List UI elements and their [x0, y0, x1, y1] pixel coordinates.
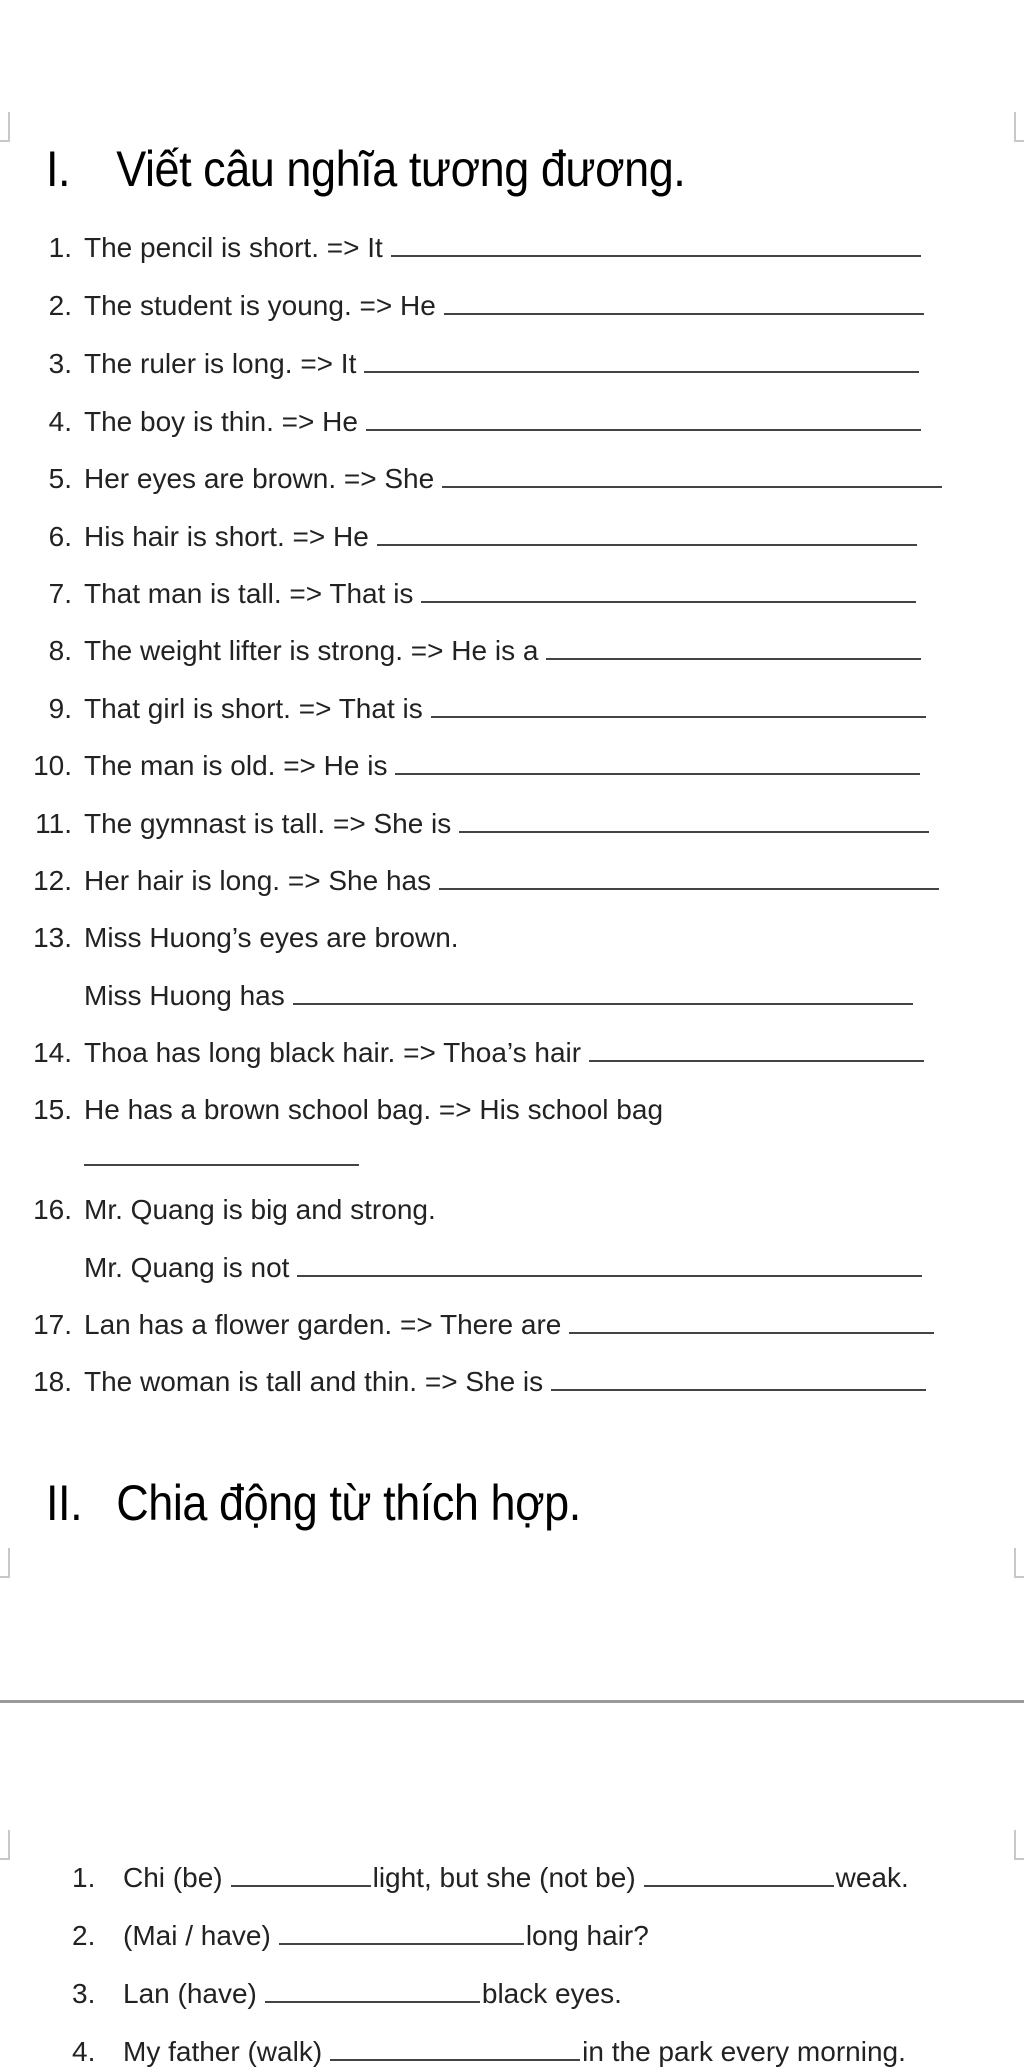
section-title: Chia động từ thích hợp.: [116, 1475, 581, 1531]
item-prompt: (Mai / have): [123, 1920, 271, 1951]
item-prompt: The ruler is long. => It: [84, 348, 357, 379]
answer-blank[interactable]: [377, 518, 917, 546]
item-text: [84, 574, 916, 614]
item-number: 17.: [33, 1309, 72, 1340]
item-text: [123, 2032, 906, 2072]
item-number: 1.: [72, 1862, 96, 1893]
answer-blank[interactable]: [84, 1138, 359, 1166]
item-prompt: The man is old. => He is: [84, 750, 388, 781]
item-text: [84, 918, 459, 958]
list-item: [0, 631, 1024, 671]
item-prompt: The weight lifter is strong. => He is a: [84, 635, 539, 666]
item-number: 1.: [48, 232, 72, 263]
list-item: [0, 1305, 1024, 1345]
item-text: [84, 861, 939, 901]
item-prompt: The boy is thin. => He: [84, 406, 358, 437]
answer-blank[interactable]: [589, 1034, 924, 1062]
item-text: [84, 1305, 934, 1345]
answer-blank[interactable]: [439, 862, 939, 890]
item-prompt: The pencil is short. => It: [84, 232, 383, 263]
item-text: [84, 517, 917, 557]
item-prompt: Mr. Quang is not: [84, 1252, 290, 1283]
item-prompt: long hair?: [525, 1920, 649, 1951]
item-prompt: light, but she (not be): [372, 1862, 636, 1893]
list-item: [0, 402, 1024, 442]
page-corner-mark: [1014, 112, 1024, 142]
item-text: [84, 804, 929, 844]
item-text: [84, 402, 921, 442]
answer-blank[interactable]: [395, 747, 920, 775]
section-numeral: II.: [46, 1475, 83, 1531]
list-item: [0, 1033, 1024, 1073]
item-text: [84, 1090, 663, 1130]
item-prompt: Lan (have): [123, 1978, 257, 2009]
item-prompt: Lan has a flower garden. => There are: [84, 1309, 562, 1340]
answer-blank[interactable]: [297, 1249, 922, 1277]
item-number: 2.: [48, 290, 72, 321]
list-item: [0, 689, 1024, 729]
list-item: [0, 1090, 1024, 1130]
answer-blank[interactable]: [279, 1917, 524, 1945]
section-heading: [46, 1474, 581, 1532]
item-prompt: Her eyes are brown. => She: [84, 463, 435, 494]
item-text: [84, 228, 921, 268]
item-number: 4.: [72, 2036, 96, 2067]
item-text: [84, 1362, 926, 1402]
list-item: [0, 804, 1024, 844]
item-number: 3.: [72, 1978, 96, 2009]
item-prompt: Thoa has long black hair. => Thoa’s hair: [84, 1037, 582, 1068]
answer-blank[interactable]: [459, 805, 929, 833]
item-text: [84, 286, 924, 326]
item-text: [84, 631, 921, 671]
answer-blank[interactable]: [431, 690, 926, 718]
list-item: [0, 459, 1024, 499]
item-number: 5.: [48, 463, 72, 494]
answer-blank[interactable]: [644, 1859, 834, 1887]
page-corner-mark: [0, 1830, 10, 1860]
item-text: [84, 689, 926, 729]
list-item: [0, 861, 1024, 901]
item-text: [123, 1916, 649, 1956]
item-prompt: Mr. Quang is big and strong.: [84, 1194, 436, 1225]
item-text: [123, 1974, 622, 2014]
answer-blank[interactable]: [366, 403, 921, 431]
page-corner-mark: [0, 1548, 10, 1578]
item-text: [84, 746, 920, 786]
item-number: 15.: [33, 1094, 72, 1125]
item-number: 3.: [48, 348, 72, 379]
item-number: 2.: [72, 1920, 96, 1951]
item-continuation: [84, 976, 913, 1016]
item-number: 12.: [33, 865, 72, 896]
section-title: Viết câu nghĩa tương đương.: [116, 141, 686, 197]
item-prompt: The gymnast is tall. => She is: [84, 808, 452, 839]
list-item: [0, 286, 1024, 326]
item-continuation: [84, 1138, 359, 1166]
answer-blank[interactable]: [444, 287, 924, 315]
list-item: [0, 344, 1024, 384]
item-prompt: That man is tall. => That is: [84, 578, 414, 609]
page-corner-mark: [1014, 1548, 1024, 1578]
page-corner-mark: [1014, 1830, 1024, 1860]
item-text: [84, 1190, 436, 1230]
list-item: [0, 918, 1024, 958]
item-number: 9.: [48, 693, 72, 724]
page-break-divider: [0, 1700, 1024, 1703]
item-number: 10.: [33, 750, 72, 781]
list-item: [0, 1858, 1024, 1898]
answer-blank[interactable]: [293, 977, 913, 1005]
item-prompt: Miss Huong has: [84, 980, 285, 1011]
section-heading: [46, 140, 685, 198]
answer-blank[interactable]: [391, 229, 921, 257]
list-item: [0, 2032, 1024, 2072]
answer-blank[interactable]: [364, 345, 919, 373]
item-number: 6.: [48, 521, 72, 552]
item-prompt: Miss Huong’s eyes are brown.: [84, 922, 459, 953]
answer-blank[interactable]: [330, 2033, 580, 2061]
page-corner-mark: [0, 112, 10, 142]
item-number: 7.: [48, 578, 72, 609]
section-numeral: I.: [46, 141, 71, 197]
list-item: [0, 228, 1024, 268]
list-item: [0, 746, 1024, 786]
item-prompt: Chi (be): [123, 1862, 223, 1893]
list-item: [0, 1974, 1024, 2014]
answer-blank[interactable]: [442, 460, 942, 488]
answer-blank[interactable]: [231, 1859, 371, 1887]
item-prompt: The woman is tall and thin. => She is: [84, 1366, 544, 1397]
answer-blank[interactable]: [421, 575, 916, 603]
list-item: [0, 1190, 1024, 1230]
list-item: [0, 574, 1024, 614]
answer-blank[interactable]: [569, 1306, 934, 1334]
item-prompt: in the park every morning.: [582, 2036, 906, 2067]
item-prompt: The student is young. => He: [84, 290, 436, 321]
item-continuation: [84, 1248, 922, 1288]
item-prompt: Her hair is long. => She has: [84, 865, 432, 896]
list-item: [0, 1362, 1024, 1402]
item-number: 11.: [35, 808, 72, 839]
item-number: 13.: [33, 922, 72, 953]
item-text: [84, 344, 919, 384]
item-prompt: His hair is short. => He: [84, 521, 369, 552]
list-item: [0, 517, 1024, 557]
item-number: 8.: [48, 635, 72, 666]
item-prompt: weak.: [835, 1862, 909, 1893]
item-prompt: My father (walk): [123, 2036, 323, 2067]
item-number: 4.: [48, 406, 72, 437]
item-prompt: He has a brown school bag. => His school bag: [84, 1094, 664, 1125]
item-prompt: That girl is short. => That is: [84, 693, 423, 724]
item-text: [123, 1858, 909, 1898]
answer-blank[interactable]: [551, 1363, 926, 1391]
answer-blank[interactable]: [546, 632, 921, 660]
item-text: [84, 459, 942, 499]
item-number: 18.: [33, 1366, 72, 1397]
item-number: 14.: [33, 1037, 72, 1068]
list-item: [0, 1916, 1024, 1956]
answer-blank[interactable]: [265, 1975, 480, 2003]
item-number: 16.: [33, 1194, 72, 1225]
item-text: [84, 1033, 924, 1073]
item-prompt: black eyes.: [481, 1978, 622, 2009]
